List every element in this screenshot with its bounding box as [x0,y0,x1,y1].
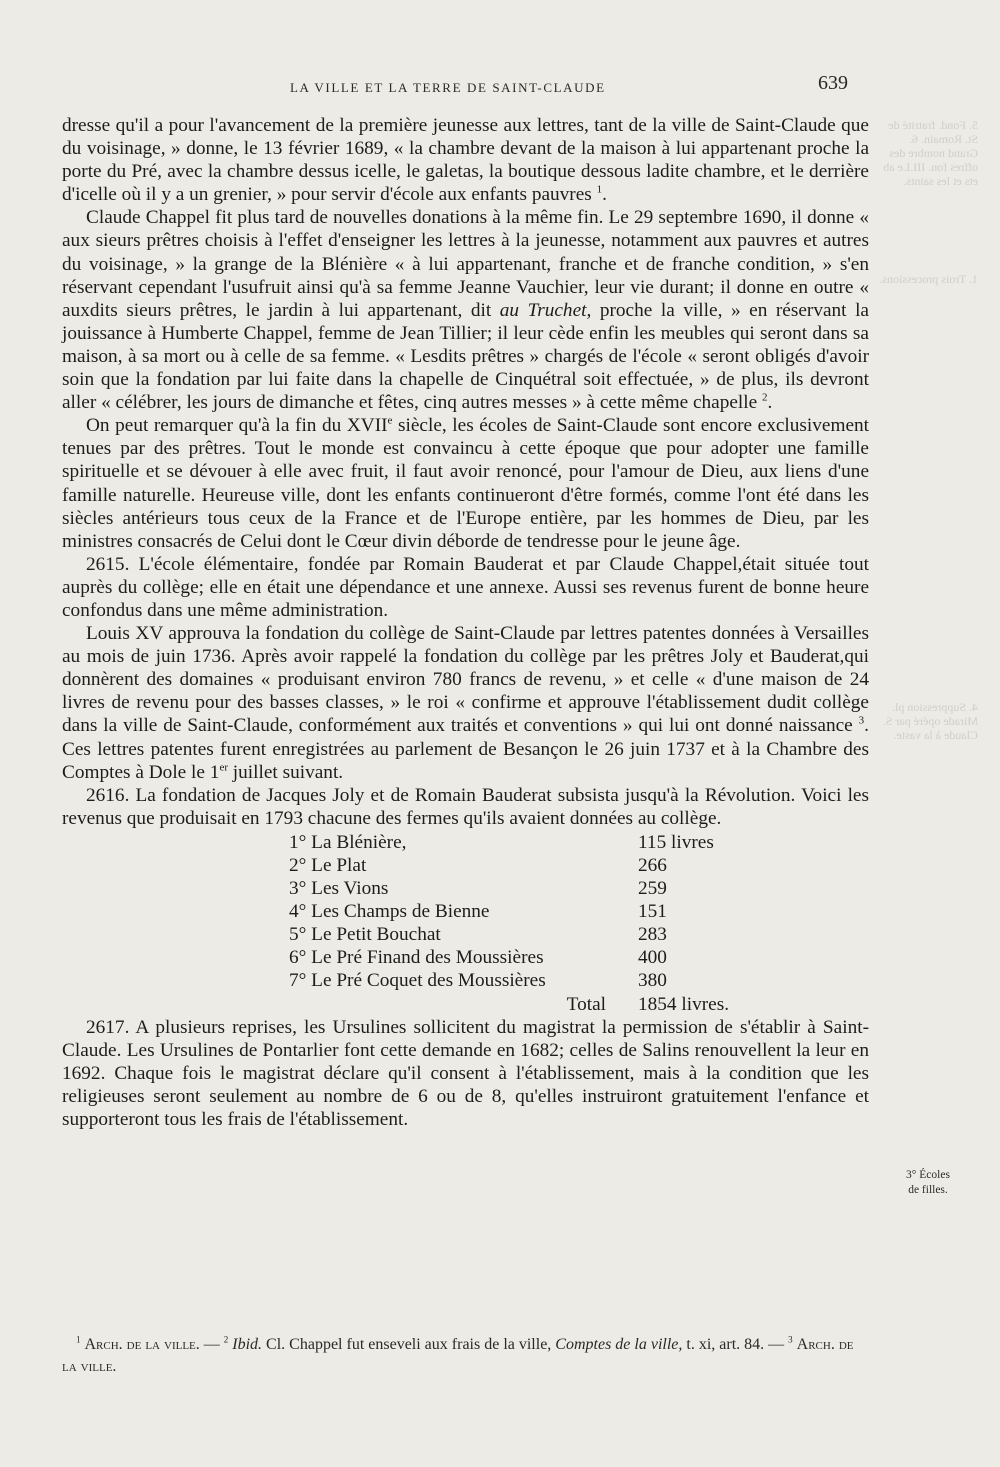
footnote-ref: 1 [596,183,603,196]
table-row: 3° Les Vions 259 [289,878,667,900]
margin-note-ecoles: 3° Écoles de filles. [906,1169,950,1196]
paragraph: dresse qu'il a pour l'avancement de la première jeunesse aux lettres, tant de la ville de Saint-Claude que du voisinage, » donne, le 13 février 1689, « la chambre devant de la maison à lui appartenant proche la porte du Pré, avec la chambre dessus icelle, le galetas, la boutique dessous ladite chambre, et le derrière d'icelle où il y a un grenier, » pour servir d'école aux enfants pauvres $^1$. [62,115,869,206]
table-row: 4° Les Champs de Bienne 151 [289,901,667,923]
bleed-through-text: 1. Trois processions. [879,272,978,286]
paragraph: Claude Chappel fit plus tard de nouvelles donations à la même fin. Le 29 septembre 1690, il donne « aux sieurs prêtres choisis à l'effet d'enseigner les lettres à la jeunesse, notamment aux pauvres et autres du voisinage, » la grange de la Blénière « à lui appartenant, franche et de franche condition, » s'en réservant cependant l'usufruit ainsi qu'à sa femme Jeanne Vauchier, leur vie durant; il donne en outre « auxdits sieurs prêtres, le jardin à lui appartenant, dit au Truchet, proche la ville, » en réservant la jouissance à Humberte Chappel, femme de Jean Tillier; il leur cède enfin les meubles qui seront dans sa maison, à sa mort ou à celle de sa femme. « Lesdits prêtres » chargés de l'école « seront obligés d'avoir soin que la fondation par lui faite dans la chapelle de Cinquétral soit effectuée, » de plus, ils devront aller « célébrer, les jours de dimanche et fêtes, cinq autres messes » à cette même chapelle $^2$. [62,207,869,414]
footnote-2-ibid: Ibid. [232,1336,263,1353]
running-title: LA VILLE ET LA TERRE DE SAINT-CLAUDE [290,80,606,95]
table-row: 5° Le Petit Bouchat 283 [289,924,667,946]
paragraph-2615: 2615. L'école élémentaire, fondée par Romain Bauderat et par Claude Chappel,était située tout auprès du collège; elle en était une dépendance et une annexe. Aussi ses revenus furent de bonne heure confondus dans une même administration. [62,553,869,621]
footnote-1: Arch. de la ville. [84,1336,200,1353]
footnote-3: Arch. de la ville. [62,1336,854,1375]
footnotes: $^1$ Arch. de la ville. — $^2$ Ibid. Cl. Chappel fut enseveli aux frais de la ville, Comptes de la ville, t. xi, art. 84. — $^3$ Arch. de la ville. [62,1334,854,1375]
page-number: 639 [818,72,848,94]
paragraph: On peut remarquer qu'à la fin du XVIIe siècle, les écoles de Saint-Claude sont encore exclusivement tenues par des prêtres. Tout le monde est convaincu à cette époque que pour adopter une famille spirituelle et se dévouer à elle avec fruit, il faut avoir renoncé, pour l'amour de Dieu, aux liens d'une famille naturelle. Heureuse ville, dont les enfants continueront d'être formés, comme l'ont été dans les siècles antérieurs tous ceux de la France et de l'Europe entière, par les hommes de Dieu, par les ministres consacrés de Celui dont le Cœur divin déborde de tendresse pour le jeune âge. [62,414,869,552]
footnote-2: Cl. Chappel fut enseveli aux frais de la ville, [262,1336,556,1353]
table-row: 6° Le Pré Finand des Moussières 400 [289,947,667,969]
bleed-through-text: 5. Fond. fratrité de St. Romain. 6. Grand nombre des offres fon. III.Le ab ets et les saints. [883,118,978,188]
paragraph: Louis XV approuva la fondation du collège de Saint-Claude par lettres patentes données à Versailles au mois de juin 1736. Après avoir rappelé la fondation du collège par les prêtres Joly et Bauderat,qui donnèrent des domaines « produisant environ 780 francs de revenu, » et celle « d'une maison de 24 livres de revenu pour des basses classes, » le roi « confirme et approuve l'établissement dudit collège dans la ville de Saint-Claude, conformément aux traités et conventions » qui lui ont donné naissance $^3$. Ces lettres patentes furent enregistrées au parlement de Besançon le 26 juin 1737 et à la Chambre des Comptes à Dole le 1er juillet suivant. [62,623,869,783]
table-total-row: Total 1854 livres. [566,993,730,1015]
footnote-ref: 2 [762,391,768,404]
revenue-table [289,831,729,1016]
table-row: 2° Le Plat 266 [289,855,667,876]
footnote-ref: 3 [858,715,865,728]
table-row: 1° La Blénière, 115 livres [289,831,714,853]
bleed-through-text: 4. Suppression pl. Mirade opéré par S. Claude à la vaste. [882,700,978,742]
paragraph-2616: 2616. La fondation de Jacques Joly et de Romain Bauderat subsista jusqu'à la Révolution. Voici les revenus que produisait en 1793 chacune des fermes qu'ils avaient données au collège. [62,784,869,829]
paragraph-2617: 2617. A plusieurs reprises, les Ursulines sollicitent du magistrat la permission de s'établir à Saint-Claude. Les Ursulines de Pontarlier font cette demande en 1682; celles de Salins renouvellent la leur en 1692. Chaque fois le magistrat déclare qu'il consent à l'établissement, mais à la condition que les religieuses seront seulement au nombre de 6 ou de 8, qu'elles instruiront gratuitement l'enfance et supporteront tous les frais de l'établissement. [62,1016,869,1131]
table-row: 7° Le Pré Coquet des Moussières 380 [289,970,667,992]
main-text [62,114,869,1131]
